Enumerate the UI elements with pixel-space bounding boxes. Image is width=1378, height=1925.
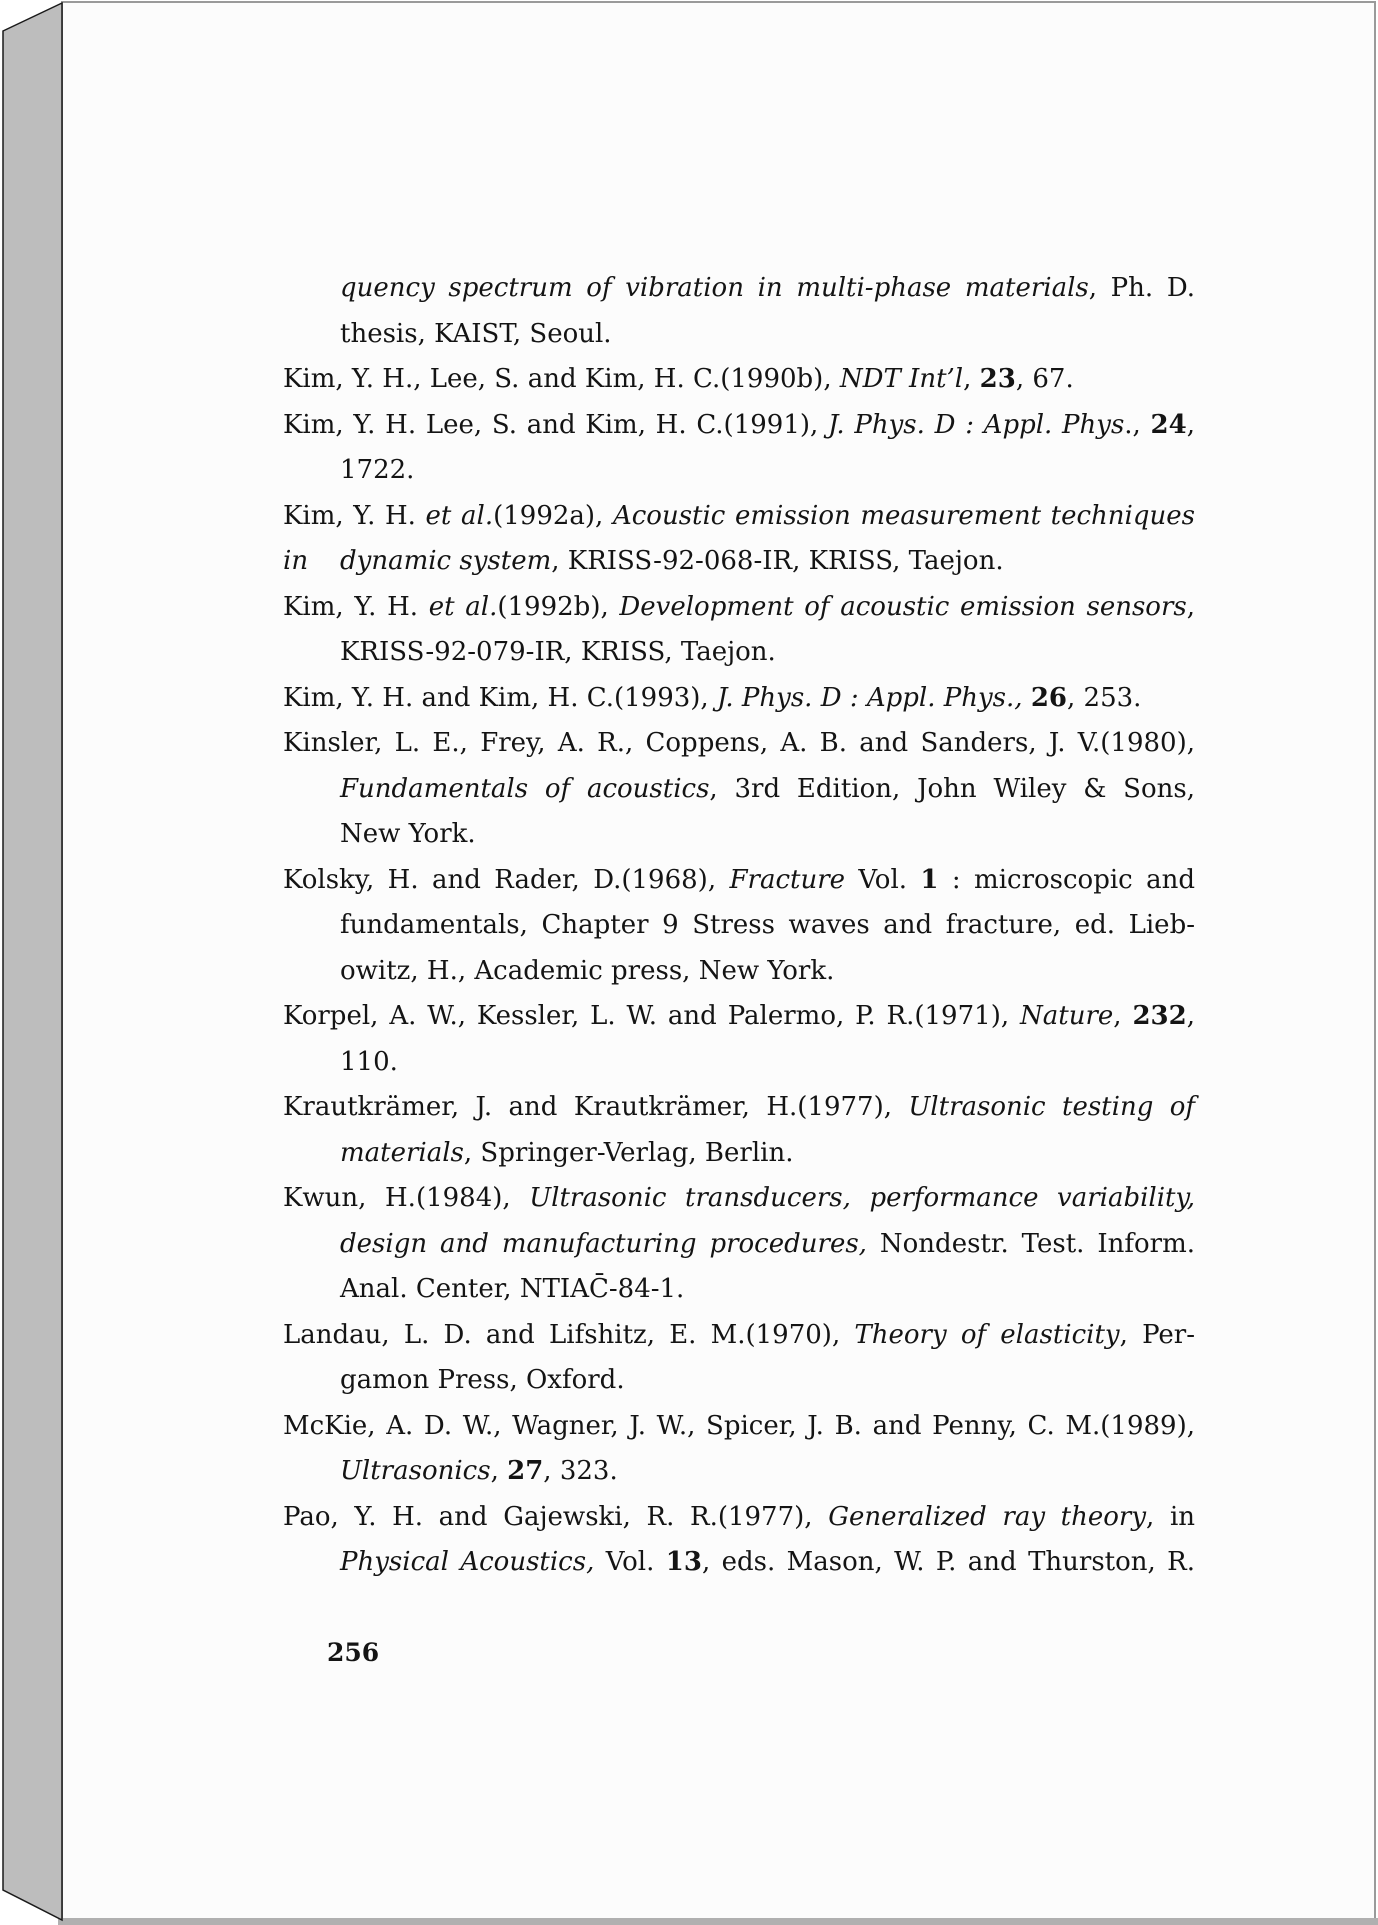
reference-line bbox=[283, 858, 1195, 904]
reference-line bbox=[283, 266, 1195, 312]
reference-line bbox=[283, 1358, 1195, 1404]
text-segment: Vol. bbox=[845, 864, 921, 895]
text-segment: (1992b), bbox=[497, 591, 620, 622]
text-segment: 27 bbox=[507, 1456, 544, 1486]
reference-entry bbox=[283, 1313, 1195, 1404]
text-segment: Kim, Y. H. bbox=[283, 591, 429, 622]
page-number: 256 bbox=[327, 1638, 380, 1667]
text-segment: Korpel, A. W., Kessler, L. W. and Palermo, P. R.(1971), bbox=[283, 1001, 1021, 1031]
text-segment: materials bbox=[340, 1137, 464, 1168]
text-segment: 1722. bbox=[340, 455, 415, 485]
reference-line bbox=[283, 767, 1195, 813]
text-segment: , Per- bbox=[1119, 1319, 1195, 1350]
text-segment: , 3rd Edition, John Wiley & Sons, bbox=[709, 773, 1195, 804]
text-segment: , 253. bbox=[1067, 682, 1142, 713]
text-segment: , KRISS-92-068-IR, KRISS, Taejon. bbox=[551, 546, 1004, 576]
text-segment: Nondestr. Test. Inform. bbox=[866, 1228, 1195, 1259]
text-segment: fundamentals, Chapter 9 Stress waves and fracture, ed. Lieb- bbox=[340, 910, 1195, 940]
text-segment: Krautkrämer, J. and Krautkrämer, H.(1977), bbox=[283, 1092, 909, 1122]
text-segment: Anal. Center, NTIAC̄-84-1. bbox=[340, 1274, 685, 1304]
reference-line bbox=[283, 357, 1195, 403]
text-segment: 1 bbox=[920, 864, 939, 895]
text-segment: , bbox=[1186, 409, 1195, 440]
text-segment: Ultrasonics bbox=[340, 1456, 491, 1486]
text-segment: 23 bbox=[979, 364, 1016, 394]
text-segment: , bbox=[1186, 1001, 1195, 1031]
reference-entry bbox=[283, 494, 1195, 585]
text-segment: Kim, Y. H. bbox=[283, 500, 426, 531]
text-segment: quency spectrum of vibration in multi-phase materials bbox=[340, 273, 1089, 303]
page-bottom-shadow bbox=[58, 1918, 1378, 1925]
text-segment: , bbox=[1113, 1001, 1133, 1031]
text-segment: Theory of elasticity bbox=[854, 1319, 1120, 1350]
reference-entry bbox=[283, 676, 1195, 722]
text-segment: New York. bbox=[340, 819, 476, 849]
text-segment: , Ph. D. bbox=[1088, 273, 1196, 303]
text-segment: , bbox=[490, 1456, 508, 1486]
text-segment: Physical Acoustics, bbox=[340, 1547, 595, 1577]
text-segment: 13 bbox=[665, 1547, 702, 1577]
text-segment: Kinsler, L. E., Frey, A. R., Coppens, A. B. and Sanders, J. V.(1980), bbox=[283, 728, 1195, 758]
reference-entry bbox=[283, 1404, 1195, 1495]
text-segment: Kim, Y. H., Lee, S. and Kim, H. C.(1990b), bbox=[283, 364, 840, 394]
reference-line bbox=[283, 1495, 1195, 1541]
reference-line bbox=[283, 1176, 1195, 1222]
reference-line bbox=[283, 721, 1195, 767]
text-segment: dynamic system bbox=[340, 546, 552, 576]
text-segment: J. Phys. D : Appl. Phys bbox=[828, 409, 1125, 440]
page-spine-edge bbox=[3, 3, 62, 1920]
text-segment: Generalized ray theory bbox=[828, 1501, 1147, 1532]
text-segment: thesis, KAIST, Seoul. bbox=[340, 318, 612, 349]
text-segment: ., bbox=[1124, 409, 1151, 440]
text-segment: 110. bbox=[340, 1046, 398, 1077]
text-segment: 232 bbox=[1132, 1001, 1187, 1031]
text-segment: J. Phys. D : Appl. Phys., bbox=[716, 682, 1031, 713]
reference-entry bbox=[283, 1495, 1195, 1586]
text-segment: Kwun, H.(1984), bbox=[283, 1183, 530, 1213]
text-segment: Pao, Y. H. and Gajewski, R. R.(1977), bbox=[283, 1501, 829, 1532]
text-segment: owitz, H., Academic press, New York. bbox=[340, 955, 835, 986]
text-segment: KRISS-92-079-IR, KRISS, Taejon. bbox=[340, 637, 776, 667]
reference-entry bbox=[283, 585, 1195, 676]
text-segment: Ultrasonic testing of bbox=[908, 1092, 1195, 1122]
reference-line bbox=[283, 1404, 1195, 1450]
text-segment: : microscopic and bbox=[938, 864, 1196, 895]
reference-entry bbox=[283, 403, 1195, 494]
reference-line bbox=[283, 539, 1195, 585]
reference-entry bbox=[283, 1085, 1195, 1176]
text-segment: , 67. bbox=[1015, 364, 1074, 394]
text-segment: et al. bbox=[428, 591, 498, 622]
text-segment: Fracture bbox=[729, 864, 846, 895]
reference-line bbox=[283, 1540, 1195, 1586]
text-segment: NDT Int’l bbox=[839, 364, 964, 394]
text-segment: McKie, A. D. W., Wagner, J. W., Spicer, J. B. and Penny, C. M.(1989), bbox=[283, 1410, 1195, 1441]
text-segment: Fundamentals of acoustics bbox=[340, 773, 710, 804]
reference-line bbox=[283, 448, 1195, 494]
text-segment: Vol. bbox=[594, 1547, 666, 1577]
reference-line bbox=[283, 1313, 1195, 1359]
text-segment: , 323. bbox=[543, 1456, 618, 1486]
text-segment: 26 bbox=[1030, 682, 1067, 713]
reference-line bbox=[283, 903, 1195, 949]
reference-line bbox=[283, 1449, 1195, 1495]
text-segment: et al. bbox=[425, 500, 494, 531]
reference-entry bbox=[283, 721, 1195, 858]
reference-line bbox=[283, 1085, 1195, 1131]
text-segment: Kim, Y. H. and Kim, H. C.(1993), bbox=[283, 682, 717, 713]
reference-line bbox=[283, 1040, 1195, 1086]
reference-line bbox=[283, 676, 1195, 722]
text-segment: Landau, L. D. and Lifshitz, E. M.(1970), bbox=[283, 1319, 855, 1350]
text-segment: gamon Press, Oxford. bbox=[340, 1365, 625, 1395]
reference-line bbox=[283, 1131, 1195, 1177]
reference-line bbox=[283, 949, 1195, 995]
reference-line bbox=[283, 812, 1195, 858]
reference-line bbox=[283, 1222, 1195, 1268]
text-segment: , eds. Mason, W. P. and Thurston, R. bbox=[701, 1547, 1195, 1577]
text-segment: Kim, Y. H. Lee, S. and Kim, H. C.(1991), bbox=[283, 409, 828, 440]
reference-entry bbox=[283, 858, 1195, 995]
text-segment: 24 bbox=[1150, 409, 1187, 440]
reference-entry bbox=[283, 357, 1195, 403]
text-segment: Acoustic emission measurement techniques in bbox=[283, 500, 1195, 576]
text-segment: , Springer-Verlag, Berlin. bbox=[463, 1137, 794, 1168]
reference-line bbox=[283, 403, 1195, 449]
text-segment: , bbox=[963, 364, 980, 394]
text-segment: Ultrasonic transducers, performance variability, bbox=[529, 1183, 1195, 1213]
text-segment: Kolsky, H. and Rader, D.(1968), bbox=[283, 864, 730, 895]
reference-entry bbox=[283, 1176, 1195, 1313]
text-segment: (1992a), bbox=[493, 500, 613, 531]
reference-entry bbox=[283, 994, 1195, 1085]
reference-line bbox=[283, 312, 1195, 358]
text-segment: Development of acoustic emission sensors bbox=[619, 591, 1187, 622]
references-list bbox=[283, 266, 1195, 1586]
reference-entry bbox=[283, 266, 1195, 357]
reference-line bbox=[283, 994, 1195, 1040]
reference-line bbox=[283, 1267, 1195, 1313]
text-segment: Nature bbox=[1020, 1001, 1114, 1031]
reference-line bbox=[283, 585, 1195, 631]
text-segment: design and manufacturing procedures, bbox=[340, 1228, 867, 1259]
text-segment: , in bbox=[1146, 1501, 1196, 1532]
text-segment: , bbox=[1186, 591, 1195, 622]
reference-line bbox=[283, 630, 1195, 676]
